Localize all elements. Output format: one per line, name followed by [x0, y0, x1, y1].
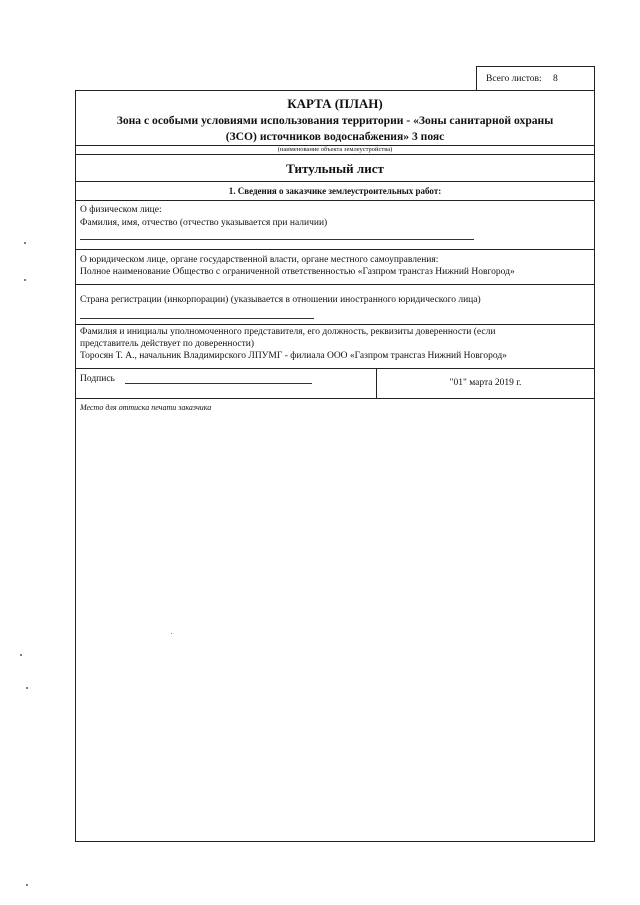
- stamp-label: Место для оттиска печати заказчика: [80, 403, 212, 412]
- signature-divider: [75, 398, 595, 399]
- object-name-line2: (ЗСО) источников водоснабжения» 3 пояс: [225, 130, 445, 143]
- representative-value: Торосян Т. А., начальник Владимирского ЛПУМГ - филиала ООО «Газпром трансгаз Нижний Новгород»: [80, 351, 507, 361]
- representative-label-line2: представитель действует по доверенности): [80, 339, 255, 349]
- registration-field: [80, 318, 314, 319]
- object-name-caption: (наименование объекта землеустройства): [277, 146, 393, 153]
- scan-speck: [26, 687, 28, 689]
- legal-entity-full-name: Полное наименование Общество с ограниченной ответственностью «Газпром трансгаз Нижний Новгород»: [80, 267, 515, 277]
- representative-label-line1: Фамилия и инициалы уполномоченного представителя, его должность, реквизиты доверенности (если: [80, 327, 496, 337]
- section1-heading: 1. Сведения о заказчике землеустроительных работ:: [228, 186, 442, 196]
- sheets-count-value: 8: [553, 74, 558, 84]
- individual-divider: [75, 249, 595, 250]
- legal-entity-divider: [75, 284, 595, 285]
- main-frame: [75, 90, 595, 842]
- sheets-count-box: [476, 66, 595, 91]
- individual-label: О физическом лице:: [80, 205, 162, 215]
- signature-date: "01" марта 2019 г.: [449, 378, 522, 388]
- header-divider: [75, 154, 595, 155]
- individual-name-field: [80, 239, 474, 240]
- signature-label: Подпись: [80, 374, 115, 384]
- individual-name-label: Фамилия, имя, отчество (отчество указывается при наличии): [80, 218, 328, 228]
- scan-speck: [171, 633, 172, 634]
- object-name-line1: Зона с особыми условиями использования территории - «Зоны санитарной охраны: [116, 114, 554, 127]
- sheets-count-label: Всего листов:: [486, 74, 542, 84]
- signature-field: [125, 383, 312, 384]
- title-sheet-divider: [75, 181, 595, 182]
- registration-divider: [75, 324, 595, 325]
- scan-speck: [26, 884, 28, 886]
- section1-divider: [75, 200, 595, 201]
- scan-speck: [20, 654, 22, 656]
- scan-speck: [24, 242, 26, 244]
- scan-speck: [24, 279, 26, 281]
- title-sheet-heading: Титульный лист: [286, 161, 384, 176]
- representative-divider: [75, 368, 595, 369]
- legal-entity-label: О юридическом лице, органе государственной власти, органе местного самоуправления:: [80, 255, 439, 265]
- map-title: КАРТА (ПЛАН): [287, 96, 383, 111]
- registration-label: Страна регистрации (инкорпорации) (указывается в отношении иностранного юридического лица): [80, 295, 481, 305]
